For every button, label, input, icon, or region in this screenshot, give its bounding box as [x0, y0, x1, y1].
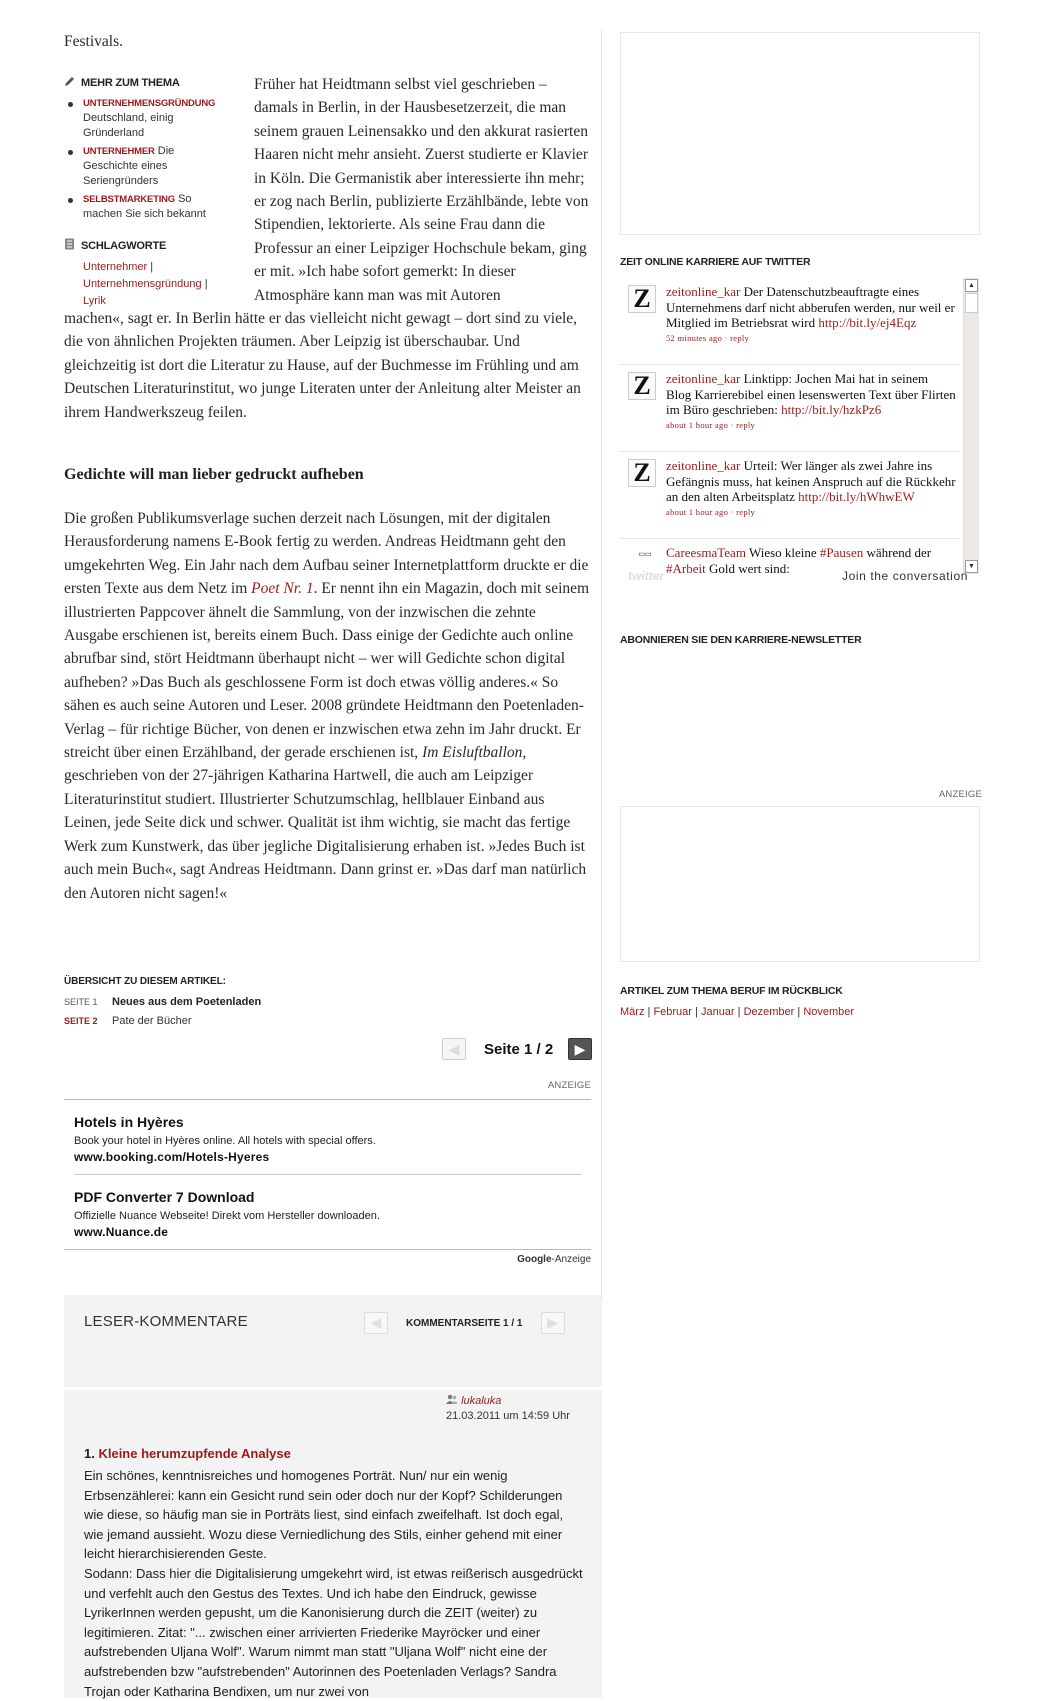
tweet-user[interactable]: zeitonline_kar [666, 284, 741, 299]
tweet-link[interactable]: http://bit.ly/ej4Eqz [818, 315, 917, 331]
ad-title[interactable]: PDF Converter 7 Download [74, 1189, 255, 1205]
tweet-user[interactable]: zeitonline_kar [666, 371, 741, 386]
tweet-meta[interactable]: 52 minutes ago · reply [666, 332, 750, 343]
tag-link[interactable]: Unternehmensgründung [83, 278, 202, 290]
tweet: Z zeitonline_kar Urteil: Wer länger als zwei Jahre ins Gefängnis muss, hat keinen Anspruch auf die Rückkehr an den alten Arbeitsplatz http://bit.ly/hWhwEW about 1 hour ago · reply [620, 452, 960, 539]
comment-text: Ein schönes, kenntnisreiches und homogenes Porträt. Nun/ nur ein wenig Erbsenzählerei: kann ein Gesicht rund sein oder doch nur der Kopf? Schilderungen wie diese, so häufig man sie in Porträts liest, sind einfach zweifelhaft. Ist doch egal, wie jemand aussieht. Wozu diese Verniedlichung des Stils, einher gehend mit einer leicht hierarchisierenden Geste. Sodann: Dass hier die Digitalisierung umgekehrt wird, ist etwas reißerisch ausgedrückt und verfehlt auch den Gestus des Textes. Und ich habe den Eindruck, gewisse LyrikerInnen werden gepusht, um die Kanonisierung durch die ZEIT (weiter) zu legitimieren. Zitat: "... zwischen einer arrivierten Friederike Mayröcker und einer aufstrebenden Uljana Wolf". Warum nimmt man statt "Uljana Wolf" nicht eine der aufstrebenden bzw "aufstrebenden" Autorinnen des Poetenladen Verlags? Sandra Trojan oder Katharina Bendixen, um nur zwei von [84, 1468, 583, 1699]
related-box [64, 76, 228, 310]
related-item[interactable]: UNTERNEHMENSGRÜNDUNG Deutschland, einig Gründerland [64, 96, 228, 141]
related-item[interactable]: UNTERNEHMER Die Geschichte eines Seriengründers [64, 144, 228, 189]
twitter-heading: ZEIT ONLINE KARRIERE AUF TWITTER [620, 256, 811, 268]
scroll-thumb[interactable] [965, 293, 978, 313]
ad-slot [620, 32, 980, 235]
tweet: ▭▭ CareesmaTeam Wieso kleine #Pausen während der #Arbeit Gold wert sind: [620, 539, 960, 566]
archive-month-link[interactable]: Dezember [743, 1006, 795, 1018]
next-page-button[interactable] [568, 1038, 592, 1060]
zeit-logo-icon: Z [628, 285, 656, 313]
tag-link[interactable]: Lyrik [83, 295, 106, 307]
tweet-link[interactable]: http://bit.ly/hzkPz6 [781, 402, 882, 418]
google-ad-note: Google-Anzeige [517, 1254, 591, 1265]
arrow-left-icon: ◀ [371, 1315, 381, 1330]
comment-date: 21.03.2011 um 14:59 Uhr [446, 1410, 570, 1422]
comment-meta [446, 1394, 570, 1424]
page-indicator: Seite 1 / 2 [484, 1041, 554, 1058]
comment-item [64, 1390, 602, 1698]
tag-list: Unternehmer | Unternehmensgründung | Lyrik [83, 261, 208, 307]
tweet-scrollbar[interactable] [963, 278, 979, 574]
overview-page-row[interactable]: SEITE 2 Pate der Bücher [64, 1015, 192, 1027]
twitter-widget [620, 278, 980, 583]
comments-page-indicator: KOMMENTARSEITE 1 / 1 [406, 1317, 523, 1329]
google-ads [64, 1080, 591, 1265]
tweet-meta[interactable]: about 1 hour ago · reply [666, 419, 756, 430]
comment-username[interactable]: lukaluka [461, 1395, 502, 1407]
careesma-logo-icon: ▭▭ [638, 550, 652, 558]
article-paragraph: machen«, sagt er. In Berlin hätte er das vielleicht nicht gewagt – dort sind zu viele, die von ähnlichen Projekten träumen. Aber Leipzig ist überschaubar. Und gleichzeitig ist dort die Literatur zu Hause, auf der Buchmesse im Frühling und am Deutschen Literaturinstitut, wo junge Literaten unter der Anleitung alter Meister an ihrem Handwerkszeug feilen. [64, 310, 581, 421]
tags-heading: SCHLAGWORTE [64, 238, 228, 253]
article-paragraph: Die großen Publikumsverlage suchen derzeit nach Lösungen, mit der digitalen Herausforderung namens E-Book fertig zu werden. Andreas Heidtmann geht den umgekehrten Weg. Ein Jahr nach dem Aufbau seiner Internetplattform druckte er die ersten Texte aus dem Netz im Poet Nr. 1. Er nennt ihn ein Magazin, doch mit seinem illustrierten Pappcover ähnelt die Sammlung, von der inzwischen die zehnte Ausgabe erschienen ist, bereits einem Buch. Dass einige der Gedichte auch online abrufbar sind, stört Heidtmann überhaupt nicht – wer will Gedichte schon digital aufheben? »Das Buch als geschlossene Form ist doch etwas völlig anderes.« So sähen es auch seine Autoren und Leser. 2008 gründete Heidtmann den Poetenladen-Verlag – für richtige Bücher, von denen er inzwischen etwa zehn im Jahr druckt. Er streicht über einen Erzählband, der gerade erschienen ist, Im Eisluftballon, geschrieben von der 27-jährigen Katharina Hartwell, die auch am Leipziger Literaturinstitut studiert. Illustrierter Schutzumschlag, hellblauer Einband aus Leinen, jede Seite dick und schwer. Qualität ist ihm wichtig, sie macht das fertige Werk zum Kunstwerk, das über jegliche Digitalisierung erhaben ist. »Jedes Buch ist auch mein Buch«, sagt Andreas Heidtmann. Dann grinst er. »Das darf man natürlich den Autoren nicht sagen!« [64, 510, 590, 902]
document-icon [64, 238, 75, 253]
more-on-topic-heading: MEHR ZUM THEMA [64, 76, 228, 90]
arrow-right-icon: ▶ [547, 1315, 558, 1330]
article-pager [442, 1038, 592, 1064]
column-divider [601, 30, 602, 1300]
pencil-icon [64, 76, 75, 90]
tweet: Z zeitonline_kar Der Datenschutzbeauftragte eines Unternehmens darf nicht abberufen werden, nur weil er Mitglied im Betriebsrat wird http://bit.ly/ej4Eqz 52 minutes ago · reply [620, 278, 960, 365]
poet-link[interactable]: Poet Nr. 1 [251, 580, 314, 598]
tweet-link[interactable]: http://bit.ly/hWhwEW [798, 489, 915, 505]
ad-description: Offizielle Nuance Webseite! Direkt vom Hersteller downloaden. [74, 1210, 380, 1222]
tweet: Z zeitonline_kar Linktipp: Jochen Mai hat in seinem Blog Karrierebibel einen lesenswerten Text über Flirten im Büro geschrieben: http://bit.ly/hzkPz6 about 1 hour ago · reply [620, 365, 960, 452]
section-heading: Gedichte will man lieber gedruckt aufheben [64, 466, 364, 483]
ad-url[interactable]: www.Nuance.de [74, 1225, 169, 1239]
ad-item[interactable] [74, 1100, 581, 1175]
comments-title: LESER-KOMMENTARE [84, 1313, 248, 1330]
tweet-user[interactable]: CareesmaTeam [666, 545, 746, 560]
archive-month-link[interactable]: März [620, 1006, 645, 1018]
article-text-fragment: Festivals. [64, 33, 123, 50]
comments-header [64, 1295, 602, 1387]
ad-title[interactable]: Hotels in Hyères [74, 1114, 184, 1130]
next-comments-button[interactable] [541, 1312, 565, 1334]
arrow-right-icon: ▶ [574, 1040, 586, 1057]
ad-description: Book your hotel in Hyères online. All hotels with special offers. [74, 1135, 376, 1147]
tag-link[interactable]: Unternehmer [83, 261, 148, 273]
scroll-down-icon[interactable]: ▼ [965, 560, 978, 573]
tweet-user[interactable]: zeitonline_kar [666, 458, 741, 473]
overview-title: ÜBERSICHT ZU DIESEM ARTIKEL: [64, 976, 226, 987]
article-overview [64, 976, 591, 1027]
related-item[interactable]: SELBSTMARKETING So machen Sie sich bekannt [64, 192, 228, 222]
ad-item[interactable] [74, 1175, 581, 1249]
overview-page-row[interactable]: SEITE 1 Neues aus dem Poetenladen [64, 996, 262, 1008]
archive-month-link[interactable]: November [803, 1006, 855, 1018]
zeit-logo-icon: Z [628, 372, 656, 400]
twitter-logo-icon[interactable]: twitter [628, 569, 664, 583]
comment-title[interactable]: 1. Kleine herumzupfende Analyse [84, 1446, 291, 1461]
arrow-left-icon: ◀ [448, 1040, 460, 1057]
zeit-logo-icon: Z [628, 459, 656, 487]
user-icon [446, 1395, 461, 1407]
comments-pager [364, 1312, 565, 1334]
article-paragraph: Früher hat Heidtmann selbst viel geschrieben – damals in Berlin, in der Hausbesetzerzeit, die man seinem grauen Leinensakko und den akkurat rasierten Haaren nicht mehr ansieht. Zuerst studierte er Klavier in Köln. Die Germanistik aber interessierte ihn mehr; er zog nach Berlin, publizierte Erzählbände, lebte von Stipendien, lektorierte. Als seine Frau dann die Professur an einer Leipziger Hochschule bekam, ging er mit. »Ich habe sofort gemerkt: In dieser Atmosphäre kann man was mit Autoren [254, 76, 589, 304]
tweet-meta[interactable]: about 1 hour ago · reply [666, 506, 756, 517]
ad-label: ANZEIGE [938, 789, 982, 800]
archive-month-link[interactable]: Februar [653, 1006, 692, 1018]
archive-heading: ARTIKEL ZUM THEMA BERUF IM RÜCKBLICK [620, 985, 843, 997]
prev-comments-button[interactable] [364, 1312, 388, 1334]
archive-months: März | Februar | Januar | Dezember | November [620, 1006, 855, 1018]
ad-label: ANZEIGE [547, 1080, 591, 1091]
join-conversation-link[interactable]: Join the conversation [841, 569, 968, 583]
scroll-up-icon[interactable]: ▲ [965, 279, 978, 292]
archive-month-link[interactable]: Januar [700, 1006, 735, 1018]
ad-slot [620, 806, 980, 962]
hashtag-link[interactable]: #Pausen [819, 545, 864, 560]
newsletter-heading: ABONNIEREN SIE DEN KARRIERE-NEWSLETTER [620, 634, 862, 646]
prev-page-button[interactable] [442, 1038, 466, 1060]
related-list [64, 96, 228, 222]
hashtag-link[interactable]: #Arbeit [666, 560, 706, 576]
ad-url[interactable]: www.booking.com/Hotels-Hyeres [74, 1150, 270, 1164]
